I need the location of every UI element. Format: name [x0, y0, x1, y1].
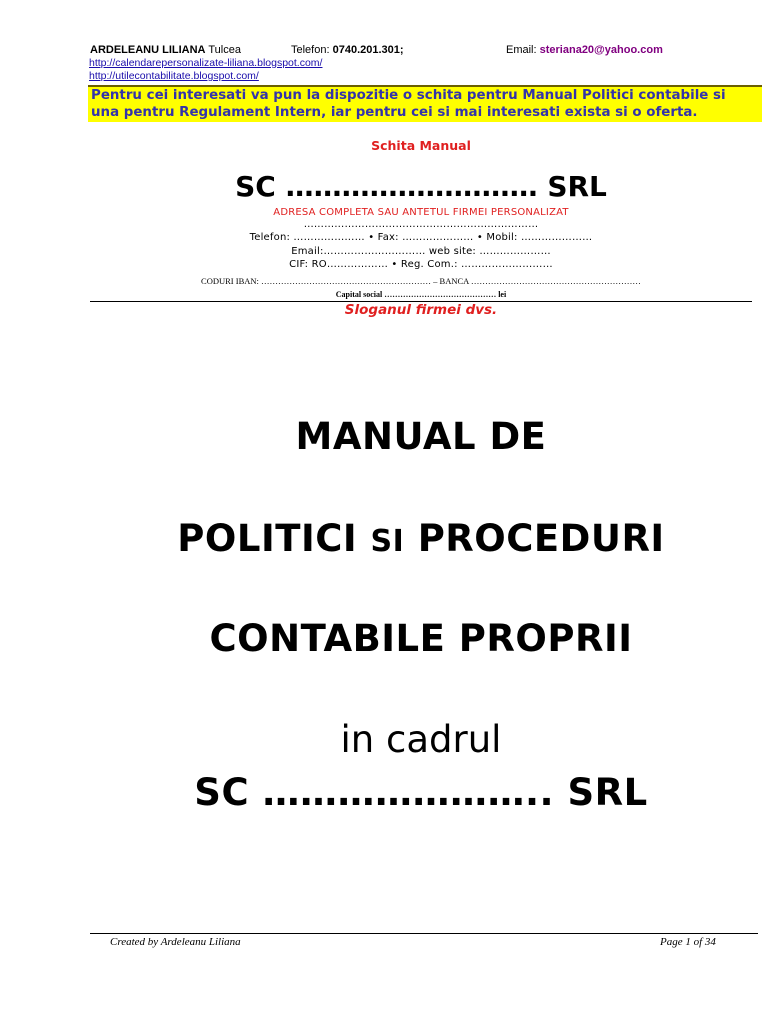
blog-link-calendare[interactable]: http://calendarepersonalizate-liliana.blogspot.com/	[89, 57, 323, 69]
footer-page-number: Page 1 of 34	[660, 936, 716, 948]
header-phone	[291, 44, 404, 56]
title-line-2	[90, 517, 752, 560]
company-slogan: Sloganul firmei dvs.	[344, 302, 498, 318]
cif-reg-line: CIF: RO……………… • Reg. Com.: ………………………	[289, 259, 553, 270]
footer-divider	[90, 933, 758, 934]
title-line-5: SC ………………….. SRL	[194, 771, 648, 814]
phone-label: Telefon:	[291, 44, 330, 56]
email-value[interactable]: steriana20@yahoo.com	[539, 44, 663, 56]
capital-line: Capital social …………………………………… lei	[335, 290, 507, 299]
iban-line: CODURI IBAN: …………………………………………………… – BANCA ……………………………………………………	[201, 276, 641, 286]
email-web-line: Email:………………………… web site: …………………	[291, 246, 551, 257]
contact-line: Telefon: ………………… • Fax: ………………… • Mobil: …………………	[249, 232, 593, 243]
notice-banner	[88, 85, 762, 122]
author-name: ARDELEANU LILIANA	[90, 44, 206, 56]
address-hint: ADRESA COMPLETA SAU ANTETUL FIRMEI PERSONALIZAT	[273, 207, 569, 218]
phone-value: 0740.201.301;	[332, 44, 404, 56]
notice-line-2: una pentru Regulament Intern, iar pentru cei si mai interesati exista si o oferta.	[91, 105, 698, 120]
blog-link-contabilitate[interactable]: http://utilecontabilitate.blogspot.com/	[89, 70, 259, 82]
footer-author: Created by Ardeleanu Liliana	[110, 936, 241, 948]
header-email	[506, 44, 663, 56]
title-line-4: in cadrul	[340, 718, 502, 761]
company-name-placeholder: SC ……………………… SRL	[235, 170, 607, 203]
title-si: SI	[370, 524, 405, 559]
title-proceduri: PROCEDURI	[404, 517, 665, 560]
author-city: Tulcea	[208, 44, 241, 56]
header-author-line	[90, 44, 241, 56]
schita-label: Schita Manual	[371, 138, 471, 153]
title-politici: POLITICI	[177, 517, 371, 560]
address-dots: ……………………………………………………………	[303, 219, 539, 230]
title-line-3: CONTABILE PROPRII	[209, 617, 633, 660]
title-line-1: MANUAL DE	[295, 415, 547, 458]
email-label: Email:	[506, 44, 537, 56]
notice-line-1: Pentru cei interesati va pun la dispozitie o schita pentru Manual Politici contabile si	[91, 88, 726, 103]
